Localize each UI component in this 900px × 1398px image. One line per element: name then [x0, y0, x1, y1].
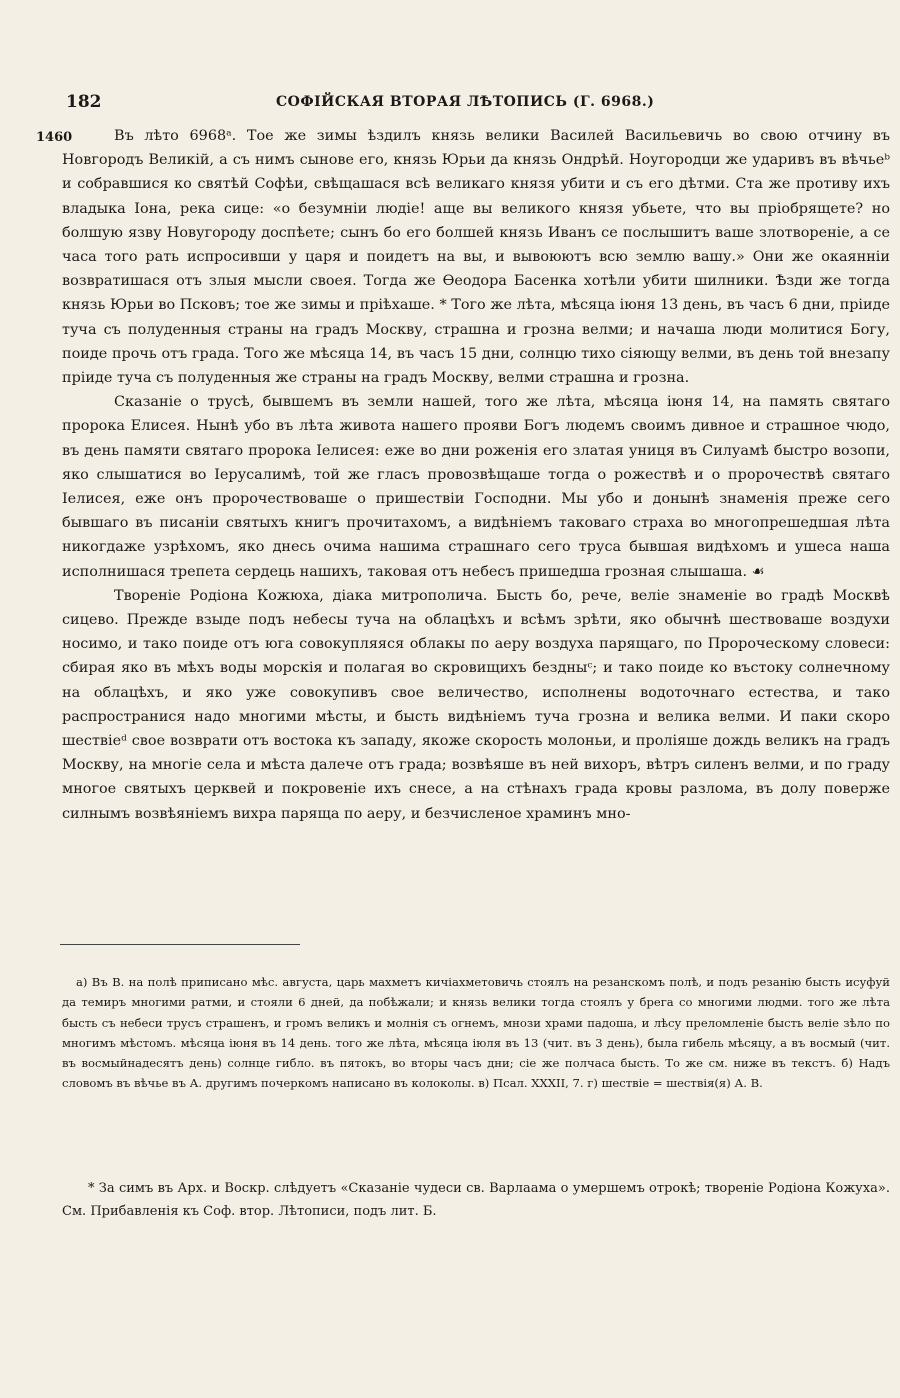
page-header [66, 92, 866, 116]
footnote: а) Въ В. на полѣ приписано мѣс. августа, царь махметъ кичіахметовичь стоялъ на резанскомъ полѣ, и подъ резанію бысть исуфуй да темиръ многими ратми, и стояли 6 дней, да побѣжали; и князь велики тогда стоялъ у брега со многими людми. того же лѣта бысть съ небеси трусъ страшенъ, и громъ великъ и молнія съ огнемъ, мнози храми падоша, и лѣсу преломленіе бысть веліе зѣло по многимъ мѣстомъ. мѣсяца іюня въ 14 день. того же лѣта, мѣсяца іюля въ 13 (чит. въ 3 день), была гибель мѣсяцу, а въ восмый (чит. въ восмыйнадесятъ день) солнце гибло. въ пятокъ, во вторы часъ дни; сіе же полчаса бысть. То же см. ниже въ текстъ. б) Надъ словомъ въ вѣчье въ А. другимъ почеркомъ написано въ колоколы. в) Псал. XXXII, 7. г) шествіе = шествія(я) А. В. [62, 975, 890, 1091]
footnotes [62, 972, 890, 1094]
page-number: 182 [66, 92, 102, 112]
margin-year: 1460 [36, 130, 73, 145]
paragraph: Твореніе Родіона Кожюха, діака митрополича. Бысть бо, рече, веліе знаменіе во градѣ Москвѣ сицево. Прежде взыде подъ небесы туча на облацѣхъ и всѣмъ зрѣти, яко обычнѣ шествоваше воздухи носимо, и тако поиде отъ юга совокупляяся облакы по аеру воздуха парящаго, по Пророческому словеси: сбирая яко въ мѣхъ воды морскія и полагая во скровищихъ бездныᶜ; и тако поиде ко въстоку солнечному на облацѣхъ, и яко уже совокупивъ свое величество, исполнены водоточнаго естества, и тако распространися надо многими мѣсты, и бысть видѣніемъ туча грозна и велика велми. И паки скоро шествіеᵈ свое возврати отъ востока къ западу, якоже скорость молоньи, и проліяше дождь великъ на градъ Москву, на многіе села и мѣста далече отъ града; возвѣяше въ ней вихоръ, вѣтръ силенъ велми, и по граду многое святыхъ церквей и покровеніе ихъ снесе, а на стѣнахъ града кровы разлома, въ долу поверже силнымъ возвѣяніемъ вихра паряща по аеру, и безчисленое храминъ мно- [62, 587, 890, 822]
paragraph: Въ лѣто 6968ᵃ. Тое же зимы ѣздилъ князь велики Василей Васильевичь во свою отчину въ Новгородъ Великій, а съ нимъ сынове его, князь Юрьи да князь Ондрѣй. Ноугородци же ударивъ въ вѣчьеᵇ и собравшися ко святѣй Софѣи, свѣщашася всѣ великаго князя убити и съ его дѣтми. Ста же противу ихъ владыка Іона, река сице: «о безумніи людіе! аще вы великого князя убьете, что вы пріобрящете? но болшую язву Новугороду доспѣете; сынъ бо его болшей князь Иванъ се послышитъ ваше злотвореніе, а се часа того рать испросивши у царя и поидетъ на вы, и вывоюютъ всю землю вашу.» Они же окаянніи возвратишася отъ злыя мысли своея. Тогда же Ѳеодора Басенка хотѣли убити шилники. Ѣзди же тогда князь Юрьи во Псковъ; тое же зимы и пріѣхаше. * Того же лѣта, мѣсяца іюня 13 день, въ часъ 6 дни, пріиде туча съ полуденныя страны на градъ Москву, страшна и грозна велми; и начаша люди молитися Богу, поиде прочь отъ града. Того же мѣсяца 14, въ часъ 15 дни, солнцю тихо сіяющу велми, въ день той внезапу пріиде туча съ полуденныя же страны на градъ Москву, велми страшна и грозна. [62, 128, 890, 387]
running-title: СОФІЙСКАЯ ВТОРАЯ ЛѢТОПИСЬ (Г. 6968.) [276, 94, 655, 110]
editorial-note [62, 1177, 890, 1223]
paragraph: Сказаніе о трусѣ, бывшемъ въ земли нашей, того же лѣта, мѣсяца іюня 14, на память святаго пророка Елисея. Нынѣ убо въ лѣта живота нашего прояви Богъ людемъ своимъ дивное и страшное чюдо, въ день памяти святаго пророка Іелисея: еже во дни роженія его златая униця въ Силуамѣ быстро возопи, яко слышатися во Іерусалимѣ, той же гласъ провозвѣщаше тогда о рожествѣ и о пророчествѣ святаго Іелисея, еже онъ пророчествоваше о пришествіи Господни. Мы убо и донынѣ знаменія преже сего бывшаго въ писаніи святыхъ книгъ прочитахомъ, а видѣніемъ таковаго страха во многопрешедшая лѣта никогдаже узрѣхомъ, яко днесь очима нашима страшнаго сего труса бывшая видѣхомъ и ушеса наша исполнишася трепета сердець нашихъ, таковая отъ небесъ пришедша грозная слышаша. ☙ [62, 394, 890, 580]
editorial-note-text: * За симъ въ Арх. и Воскр. слѣдуетъ «Сказаніе чудеси св. Варлаама о умершемъ отрокѣ; твореніе Родіона Кожуха». См. Прибавленія къ Соф. втор. Лѣтописи, подъ лит. Б. [62, 1181, 890, 1219]
main-text [62, 124, 890, 826]
footnote-divider [60, 944, 300, 945]
